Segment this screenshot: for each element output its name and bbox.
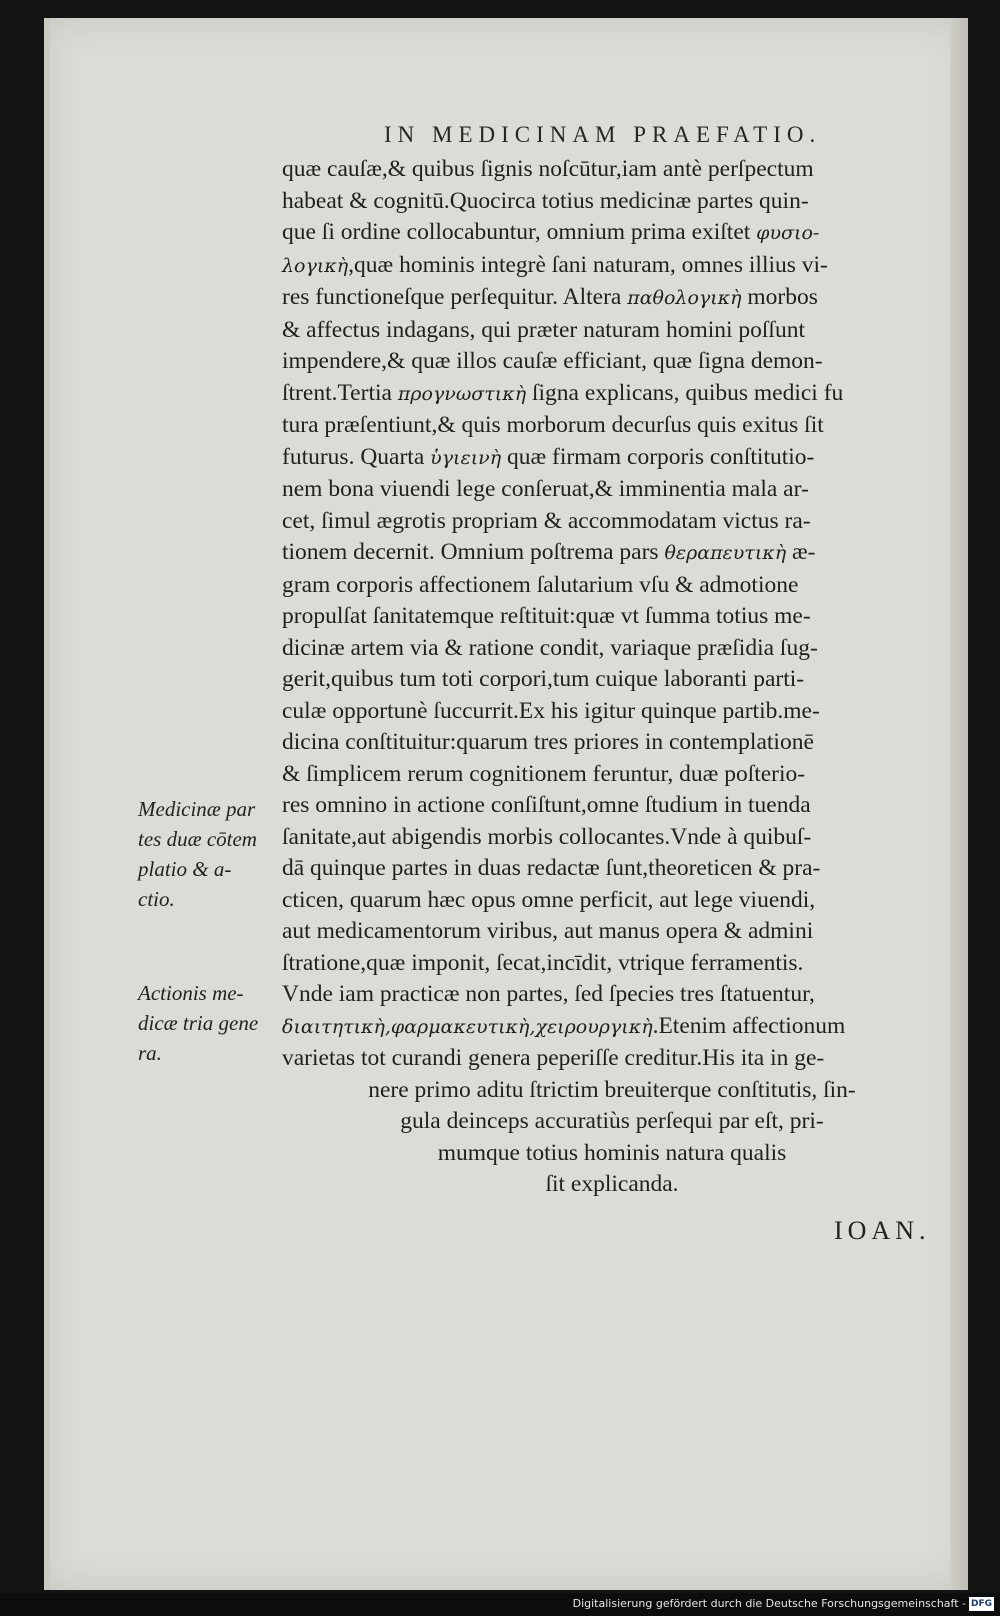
margin-note-line: Actionis me- <box>138 981 244 1005</box>
text-segment: morbos <box>741 284 818 310</box>
text-line <box>282 885 942 917</box>
text-segment: ſtratione,quæ imponit, ſecat,incīdit, vtrique ferramentis. <box>282 949 804 976</box>
text-segment: tura præſentiunt,& quis morborum decurſus quis exitus ſit <box>282 412 824 438</box>
footer-credit: Digitalisierung gefördert durch die Deutsche Forschungsgemeinschaft - <box>572 1597 966 1610</box>
text-line <box>282 474 942 506</box>
tail-line: nere primo aditu ſtrictim breuiterque conſtitutis, ſin- <box>368 1076 856 1103</box>
text-segment: cet, ſimul ægrotis propriam & accommodatam victus ra- <box>282 507 811 534</box>
margin-note-line: dicæ tria gene <box>138 1011 259 1035</box>
text-segment: futurus. Quarta <box>282 443 431 470</box>
greek-term: ὑγιεινὴ <box>430 446 502 469</box>
margin-note-actions <box>138 978 278 1068</box>
text-line <box>282 346 942 378</box>
text-segment: gram corporis affectionem ſalutarium vſu & admotione <box>282 571 799 598</box>
margin-note-line: ctio. <box>138 887 175 911</box>
text-segment: ſanitate,aut abigendis morbis collocantes.Vnde à quibuſ- <box>282 823 812 850</box>
text-line <box>282 948 942 980</box>
tail-line: gula deinceps accuratiùs perſequi par eſt, pri- <box>400 1108 824 1134</box>
page-left-edge <box>44 18 50 1590</box>
margin-note-line: ra. <box>138 1041 162 1065</box>
text-segment: ,quæ hominis integrè ſani naturam, omnes illius vi- <box>348 251 828 278</box>
text-segment: que ſi ordine collocabuntur, omnium prima exiſtet <box>282 219 757 245</box>
greek-term: προγνωστικὴ <box>397 382 527 405</box>
running-head: IN MEDICINAM PRAEFATIO. <box>384 122 822 147</box>
text-segment: varietas tot curandi genera peperiſſe creditur.His ita in ge- <box>282 1045 825 1071</box>
text-segment: res omnino in actione conſiſtunt,omne ſtudium in tuenda <box>282 792 811 818</box>
text-line <box>282 186 942 218</box>
text-line <box>282 601 942 633</box>
digitization-footer <box>0 1593 1000 1616</box>
tail-line: mumque totius hominis natura qualis <box>437 1139 787 1166</box>
text-segment: dicina conſtituitur:quarum tres priores in contemplationē <box>282 729 814 755</box>
greek-term: θεραπευτικὴ <box>664 542 787 564</box>
text-segment: gerit,quibus tum toti corpori,tum cuique laboranti parti- <box>282 666 805 692</box>
text-segment: aut medicamentorum viribus, aut manus opera & admini <box>282 918 814 944</box>
margin-note-line: Medicinæ par <box>138 797 256 821</box>
text-segment: quæ firmam corporis conſtitutio- <box>501 443 815 470</box>
margin-note-line: platio & a- <box>138 857 232 881</box>
book-page <box>44 18 968 1590</box>
text-segment: res functioneſque perſequitur. Altera <box>282 284 628 310</box>
text-segment: Vnde iam practicæ non partes, ſed ſpecies tres ſtatuentur, <box>282 981 815 1007</box>
text-line <box>282 696 942 728</box>
text-line <box>282 1011 942 1044</box>
text-segment: .Etenim affectionum <box>652 1012 846 1039</box>
text-segment: propulſat ſanitatemque reſtituit:quæ vt ſumma totius me- <box>282 603 811 629</box>
text-segment: & ſimplicem rerum cognitionem feruntur, duæ poſterio- <box>282 760 806 787</box>
text-line <box>282 727 942 759</box>
text-line <box>282 853 942 885</box>
text-line <box>282 154 942 186</box>
text-line <box>282 570 942 602</box>
greek-term: φυσιο- <box>756 222 820 244</box>
text-segment: habeat & cognitū.Quocirca totius medicinæ partes quin- <box>282 187 809 214</box>
greek-term: λογικὴ <box>282 254 349 277</box>
text-line <box>282 506 942 538</box>
text-line <box>282 537 942 570</box>
text-line <box>282 1043 942 1075</box>
text-line <box>282 442 942 475</box>
text-segment: dā quinque partes in duas redactæ ſunt,theoreticen & pra- <box>282 855 821 881</box>
tail-line: ſit explicanda. <box>545 1171 679 1197</box>
body-text <box>282 154 942 1201</box>
text-line <box>282 790 942 822</box>
text-line <box>282 410 942 442</box>
text-segment: culæ opportunè ſuccurrit.Ex his igitur quinque partib.me- <box>282 697 820 724</box>
text-segment: ſigna explicans, quibus medici fu <box>526 379 844 406</box>
text-segment: æ- <box>786 539 816 565</box>
text-line <box>282 633 942 665</box>
text-line <box>282 378 942 411</box>
text-line <box>282 664 942 696</box>
text-segment: dicinæ artem via & ratione condit, variaque præſidia ſug- <box>282 634 818 661</box>
text-line <box>282 250 942 283</box>
text-line <box>282 282 942 315</box>
text-line <box>282 822 942 854</box>
text-segment: tionem decernit. Omnium poſtrema pars <box>282 539 665 565</box>
greek-term: παθολογικὴ <box>627 287 742 309</box>
text-segment: impendere,& quæ illos cauſæ efficiant, quæ ſigna demon- <box>282 348 823 374</box>
catchword: IOAN. <box>834 1216 931 1245</box>
text-segment: ſtrent.Tertia <box>282 379 398 406</box>
margin-note-line: tes duæ cōtem <box>138 827 257 851</box>
text-line <box>282 916 942 948</box>
page-right-edge <box>950 18 968 1590</box>
text-segment: & affectus indagans, qui præter naturam homini poſſunt <box>282 316 805 343</box>
greek-term: διαιτητικὴ,φαρμακευτικὴ,χειρουργικὴ <box>282 1015 653 1038</box>
text-segment: nem bona viuendi lege conſeruat,& imminentia mala ar- <box>282 476 809 502</box>
text-line <box>282 759 942 791</box>
text-line <box>282 217 942 250</box>
text-segment: quæ cauſæ,& quibus ſignis noſcūtur,iam antè perſpectum <box>282 156 814 182</box>
text-line <box>282 315 942 347</box>
dfg-logo-icon: DFG <box>970 1599 992 1609</box>
margin-note-parts <box>138 794 278 914</box>
text-line <box>282 979 942 1011</box>
text-segment: cticen, quarum hæc opus omne perficit, aut lege viuendi, <box>282 886 816 913</box>
